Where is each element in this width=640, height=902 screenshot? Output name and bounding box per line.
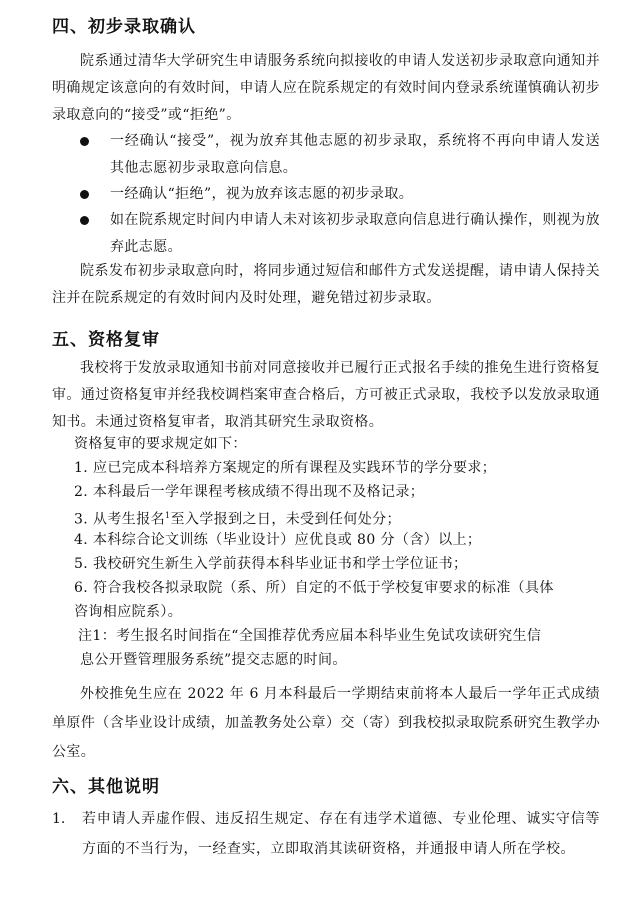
bullet-dot-icon	[80, 190, 89, 199]
section-4-heading: 四、初步录取确认	[52, 17, 196, 37]
requirement-item: 6. 符合我校各拟录取院（系、所）自定的不低于学校复审要求的标准（具体	[74, 580, 554, 596]
bullet-item	[80, 207, 600, 261]
bullet-text: 一经确认“接受”，视为放弃其他志愿的初步录取，系统将不再向申请人发送其他志愿初步录取意向信息。	[110, 133, 600, 176]
requirement-item: 5. 我校研究生新生入学前获得本科毕业证书和学士学位证书；	[74, 556, 468, 572]
section-4-paragraph-1: 院系通过清华大学研究生申请服务系统向拟接收的申请人发送初步录取意向通知并明确规定该意向的有效时间，申请人应在院系规定的有效时间内登录系统谨慎确认初步录取意向的“接受”或“拒绝”。	[52, 53, 600, 123]
bullet-item	[80, 128, 600, 182]
requirement-text: 3. 从考生报名	[74, 511, 166, 528]
footnote: 注1：考生报名时间指在“全国推荐优秀应届本科毕业生免试攻读研究生信	[78, 628, 542, 644]
requirement-item: 1. 应已完成本科培养方案规定的所有课程及实践环节的学分要求；	[74, 460, 497, 476]
requirement-item: 2. 本科最后一学年课程考核成绩不得出现不及格记录；	[74, 484, 425, 500]
requirement-item-continued: 咨询相应院系）。	[74, 604, 183, 620]
numbered-item	[52, 804, 600, 864]
bullet-dot-icon	[80, 137, 89, 146]
requirement-item: 4. 本科综合论文训练（毕业设计）应优良或 80 分（含）以上；	[74, 532, 482, 548]
bullet-text: 一经确认“拒绝”，视为放弃该志愿的初步录取。	[110, 186, 414, 202]
section-5-paragraph-1: 我校将于发放录取通知书前对同意接收并已履行正式报名手续的推免生进行资格复审。通过资格复审并经我校调档案审查合格后，方可被正式录取，我校予以发放录取通知书。未通过资格复审者，取消其研究生录取资格。	[52, 360, 600, 430]
footnote-continued: 息公开暨管理服务系统”提交志愿的时间。	[80, 652, 347, 668]
section-4-paragraph-2: 院系发布初步录取意向时，将同步通过短信和邮件方式发送提醒，请申请人保持关注并在院系规定的有效时间内及时处理，避免错过初步录取。	[52, 263, 600, 306]
section-5-heading: 五、资格复审	[52, 330, 160, 350]
footnote-marker: 1	[165, 511, 171, 520]
item-text: 若申请人弄虚作假、违反招生规定、存在有违学术道德、专业伦理、诚实守信等方面的不当行为，一经查实，立即取消其读研资格，并通报申请人所在学校。	[82, 811, 600, 857]
item-number: 1.	[52, 811, 66, 827]
bullet-dot-icon	[80, 216, 89, 225]
requirement-text: 至入学报到之日，未受到任何处分；	[170, 511, 401, 528]
bullet-item	[80, 181, 600, 208]
requirements-intro: 资格复审的要求规定如下：	[74, 436, 247, 452]
bullet-text: 如在院系规定时间内申请人未对该初步录取意向信息进行确认操作，则视为放弃此志愿。	[110, 212, 600, 255]
section-5-paragraph-2: 外校推免生应在 2022 年 6 月本科最后一学期结束前将本人最后一学年正式成绩单原件（含毕业设计成绩，加盖教务处公章）交（寄）到我校拟录取院系研究生教学办公室。	[52, 686, 600, 760]
section-6-heading: 六、其他说明	[52, 777, 160, 797]
